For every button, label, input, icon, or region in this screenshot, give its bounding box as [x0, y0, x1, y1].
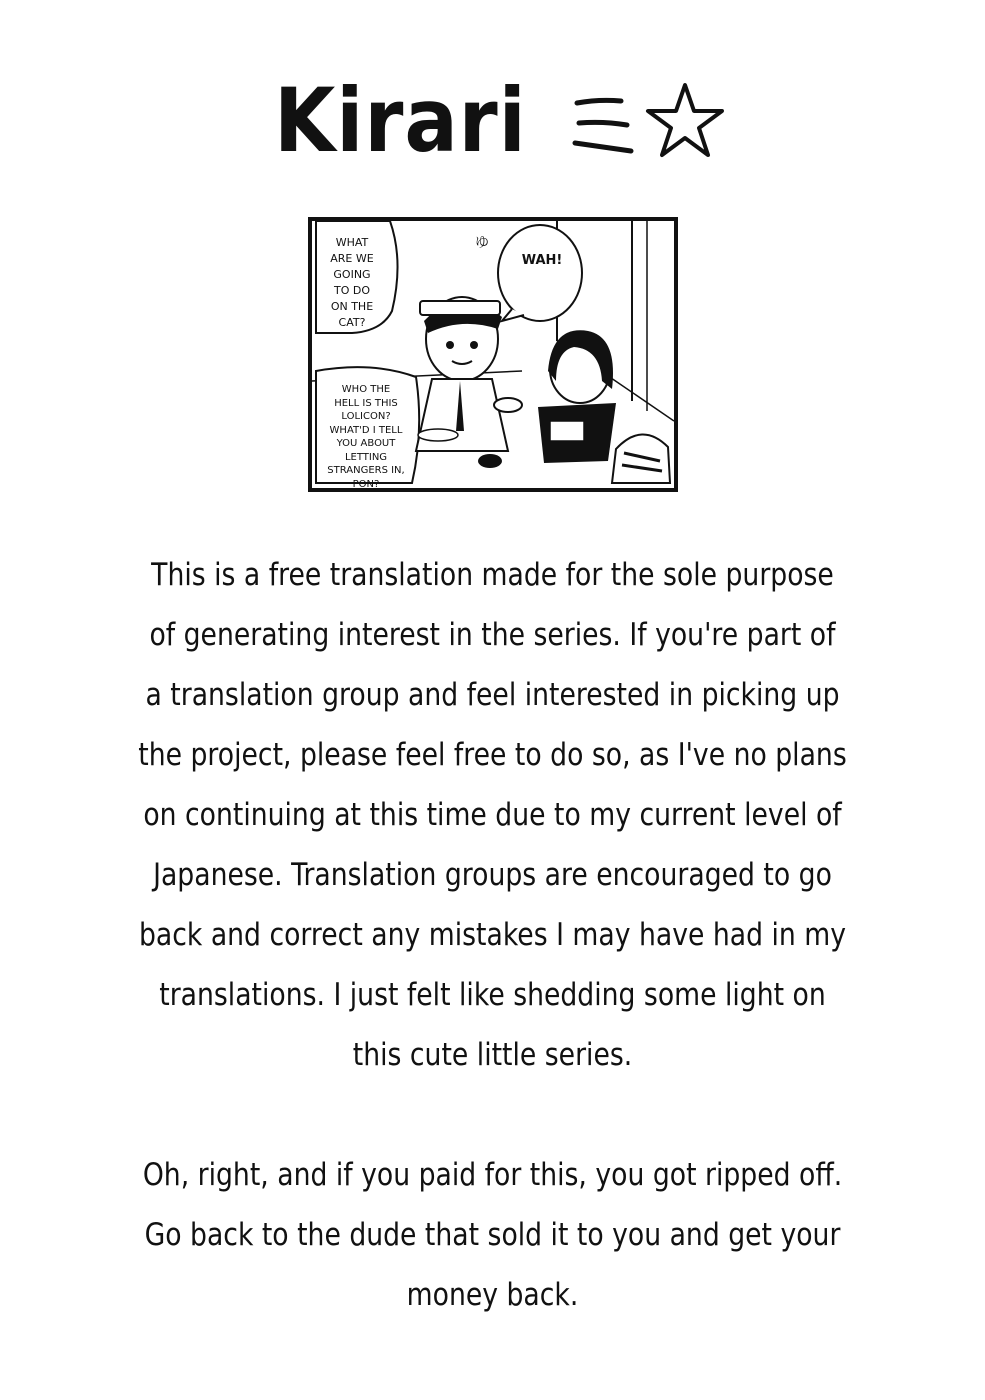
- page-title: Kirari: [274, 68, 527, 172]
- speed-lines-icon: [569, 85, 639, 155]
- note-paragraph-1: This is a free translation made for the sole purpose of generating interest in the series. If you're part of a translation group and feel interested in picking up the project, please feel free to do so, as I've no plans on continuing at this time due to my current level of Japanese. Translation groups are encouraged to go back and correct any mistakes I may have had in my translations. I just felt like shedding some light on this cute little series.: [138, 557, 847, 1073]
- translator-note: [138, 545, 848, 1325]
- speech-bubble-wah: WAH!: [521, 253, 563, 268]
- note-paragraph-2: Oh, right, and if you paid for this, you got ripped off. Go back to the dude that sold it to you and get your money back.: [142, 1157, 843, 1313]
- sound-effect: ゆ: [475, 235, 489, 251]
- title-row: [0, 60, 985, 180]
- speech-bubble-who: WHO THE HELL IS THIS LOLICON? WHAT'D I TELL YOU ABOUT LETTING STRANGERS IN, PON?: [327, 384, 405, 490]
- star-icon: [645, 80, 725, 160]
- manga-panel: [308, 217, 678, 492]
- sparkle-decoration: [569, 80, 725, 160]
- speech-bubble-what: WHAT ARE WE GOING TO DO ON THE CAT?: [330, 236, 374, 329]
